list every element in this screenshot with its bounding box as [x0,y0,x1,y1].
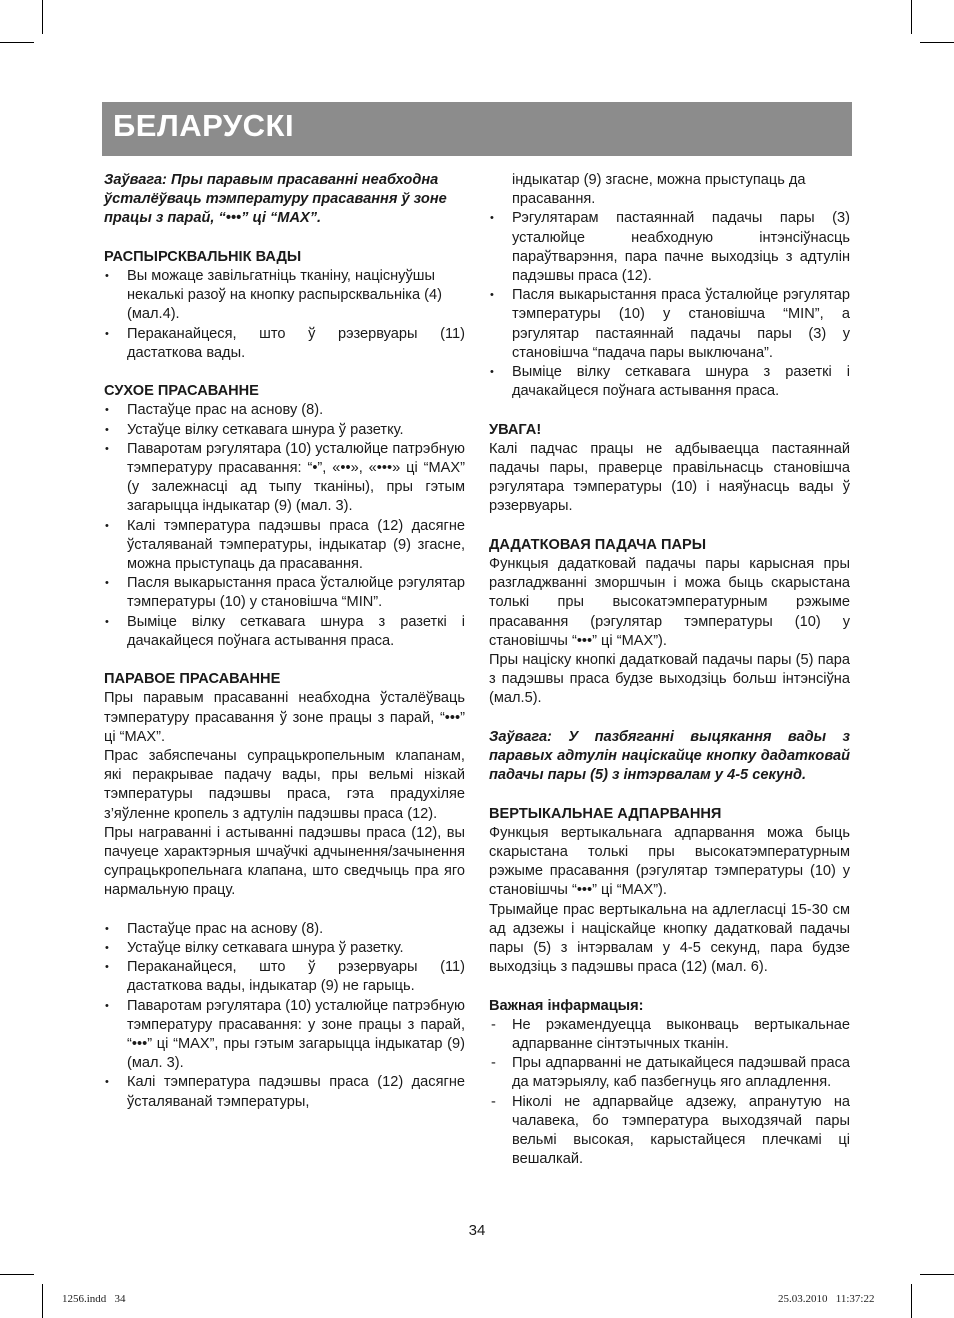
section-heading: Важная інфармацыя: [489,997,644,1014]
dash-list [489,1016,850,1170]
list-item: • Устаўце вілку сеткавага шнура ў разетку. [104,939,465,958]
paragraph: Функцыя дадатковай падачы пары карысная пры разгладжванні зморшчын і можа быць скарыстана толькі пры высокатэмпературным рэжыме прасавання (рэгулятар тэмпературы (10) у становішчы “•••” ці “MAX”). [489,556,850,649]
bullet-list [104,267,465,363]
list-item: • Пасля выкарыстання праса ўсталюйце рэгулятар тэмпературы (10) у становішча “MIN”. [104,574,465,612]
section-heading: СУХОЕ ПРАСАВАННЕ [104,383,259,400]
list-item: • Выміце вілку сеткавага шнура з разеткі і дачакайцеся поўнага астывання праса. [489,363,850,401]
crop-mark [920,1274,954,1275]
right-column [489,171,850,1169]
list-item: • Рэгулятарам пастаяннай падачы пары (3) усталюйце неабходную інтэнсіўнасць параўтварэння, пара пачне выходзіць з адтулін падэшвы праса (12). [489,209,850,286]
paragraph: Калі падчас працы не адбываецца пастаяннай падачы пары, праверце правільнасць становішча рэгулятара тэмпературы (10) і наяўнасць вады ў рэзервуары. [489,440,850,515]
section-heading: ВЕРТЫКАЛЬНАЕ АДПАРВАННЯ [489,805,722,822]
page-title: БЕЛАРУСКІ [113,108,295,143]
crop-mark [920,42,954,43]
list-item: • Калі тэмпература падэшвы праса (12) дасягне ўсталяванай тэмпературы, [104,1073,465,1111]
crop-mark [42,1284,43,1318]
crop-mark [911,0,912,34]
paragraph: індыкатар (9) згасне, можна прыступаць да прасавання. [512,172,806,208]
paragraph: Пры паравым прасаванні неабходна ўсталёўваць тэмпературу прасавання ў зоне працы з парай, “•••” ці “MAX”. [104,690,465,745]
paragraph: Функцыя вертыкальнага адпарвання можа быць скарыстана толькі пры высокатэмпературным рэжыме прасавання (рэгулятар тэмпературы (10) у становішчы “•••” ці “MAX”). [489,824,850,899]
left-column [104,171,465,1112]
bullet-list [104,920,465,1112]
list-item: • Паваротам рэгулятара (10) усталюйце патрэбную тэмпературу прасавання: “•”, «••», «•••» ці “MAX” (у залежнасці ад тыпу тканіны), пры гэтым загарыцца індыкатар (9) (мал. 3). [104,440,465,517]
list-item: - Ніколі не адпарвайце адзежу, апранутую на чалавека, бо тэмпература выходзячай пары вельмі высокая, карыстайцеся плечкамі ці вешалкай. [489,1093,850,1170]
note: Заўвага: У пазбяганні выцякання вады з паравых адтулін націскайце кнопку дадатковай падачы пары (5) з інтэрвалам у 4-5 секунд. [489,728,850,784]
language-banner [102,102,852,156]
paragraph: Прас забяспечаны супрацькропельным клапанам, які перакрывае падачу вады, пры вельмі нізкай тэмпературы падэшвы праса, гэта прадухіляе з’яўленне кропель з адтулін падэшвы праса (12). [104,748,465,822]
section-heading: РАСПЫРСКВАЛЬНІК ВАДЫ [104,248,302,265]
list-item: • Вы можаце завільгатніць тканіну, націснуўшы некалькі разоў на кнопку распырсквальніка (4) (мал.4). [104,267,465,325]
paragraph: Пры націску кнопкі дадатковай падачы пары (5) пара з падэшвы праса будзе выходзіць больш інтэнсіўна (мал.5). [489,652,850,707]
bullet-list [489,209,850,401]
crop-mark [0,1274,34,1275]
list-item: • Паваротам рэгулятара (10) усталюйце патрэбную тэмпературу прасавання: у зоне працы з парай, “•••” ці “MAX”, пры гэтым загарыцца індыкатар (9) (мал. 3). [104,997,465,1074]
page-number: 34 [468,1222,486,1239]
list-item: • Выміце вілку сеткавага шнура з разеткі і дачакайцеся поўнага астывання праса. [104,613,465,651]
paragraph: Трымайце прас вертыкальна на адлегласці 15-30 см ад адзежы і націскайце кнопку дадатковай падачы пары (5) з інтэрвалам у 4-5 секунд, пара будзе выходзіць з падэшвы праса (12) (мал. 6). [489,901,850,976]
crop-mark [42,0,43,34]
crop-mark [911,1284,912,1318]
list-item: • Пастаўце прас на аснову (8). [104,920,465,939]
section-heading: ДАДАТКОВАЯ ПАДАЧА ПАРЫ [489,536,707,553]
list-item: • Пасля выкарыстання праса ўсталюйце рэгулятар тэмпературы (10) у становішча “MIN”, а рэгулятар пастаяннай падачы пары (3) у становішча “падача пары выключана”. [489,286,850,363]
file-slug: 1256.indd 34 [62,1293,126,1305]
crop-mark [0,42,34,43]
section-heading: ПАРАВОЕ ПРАСАВАННЕ [104,671,281,688]
print-timestamp: 25.03.2010 11:37:22 [778,1293,875,1305]
list-item: • Пераканайцеся, што ў рэзервуары (11) дастаткова вады. [104,325,465,363]
list-item: • Устаўце вілку сеткавага шнура ў разетку. [104,421,465,440]
list-item: • Пастаўце прас на аснову (8). [104,401,465,420]
bullet-list [104,401,465,651]
list-item: - Пры адпарванні не датыкайцеся падэшвай праса да матэрыялу, каб пазбегнуць яго апладлення. [489,1054,850,1092]
list-item: • Пераканайцеся, што ў рэзервуары (11) дастаткова вады, індыкатар (9) не гарыць. [104,958,465,996]
note: Заўвага: Пры паравым прасаванні неабходна ўсталёўваць тэмпературу прасавання ў зоне працы з парай, “•••” ці “MAX”. [104,172,447,227]
paragraph: Пры награванні і астыванні падэшвы праса (12), вы пачуеце характэрныя шчаўчкі адчынення/зачынення супрацькропельнага клапана, што сведчыць пра яго нармальную працу. [104,824,465,899]
section-heading: УВАГА! [489,421,542,438]
list-item: • Калі тэмпература падэшвы праса (12) дасягне ўсталяванай тэмпературы, індыкатар (9) згасне, можна прыступаць да прасавання. [104,517,465,575]
list-item: - Не рэкамендуецца выконваць вертыкальнае адпарванне сінтэтычных тканін. [489,1016,850,1054]
